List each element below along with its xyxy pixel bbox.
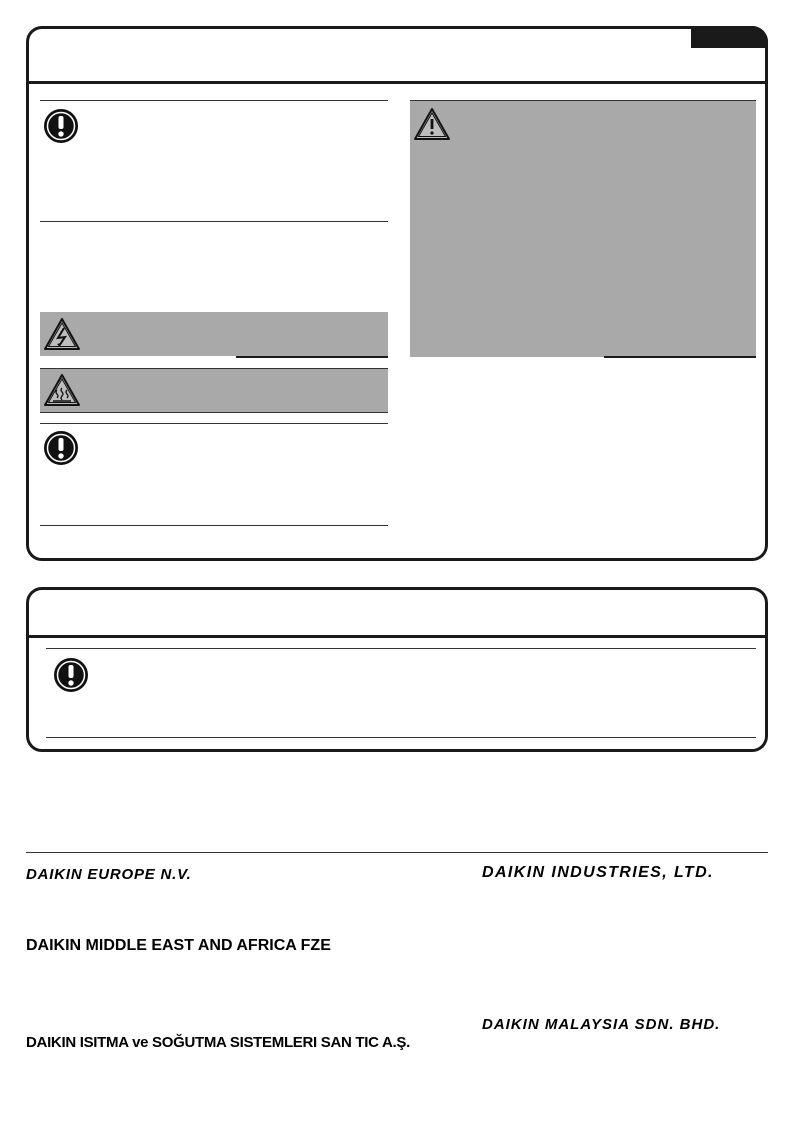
safety-panel-bottom [26,587,768,752]
divider [604,356,756,358]
daikin-turkey-logo: DAIKIN ISITMA ve SOĞUTMA SISTEMLERI SAN TIC A.Ş. [26,1034,410,1051]
daikin-europe-logo: DAIKIN EUROPE N.V. [26,866,192,883]
hot-surface-warning-box [40,369,388,412]
divider [236,356,388,358]
daikin-mea-logo: DAIKIN MIDDLE EAST AND AFRICA FZE [26,937,331,954]
panel-tab [691,26,768,48]
footer-rule [26,852,768,853]
panel-header-rule [29,81,765,84]
panel-header-rule [29,635,765,638]
daikin-malaysia-logo: DAIKIN MALAYSIA SDN. BHD. [482,1016,721,1033]
hot-surface-warning-icon [43,373,81,407]
warning-triangle-icon [413,107,451,141]
daikin-industries-logo: DAIKIN INDUSTRIES, LTD. [482,864,714,881]
warning-box [410,101,756,357]
exclamation-circle-icon [53,657,89,693]
divider [40,221,388,222]
electric-warning-box [40,312,388,356]
exclamation-circle-icon [43,108,79,144]
exclamation-circle-icon [43,430,79,466]
electric-shock-warning-icon [43,317,81,351]
divider [40,525,388,526]
divider [40,423,388,424]
divider [40,412,388,413]
divider [46,648,756,649]
divider [46,737,756,738]
divider [40,100,388,101]
